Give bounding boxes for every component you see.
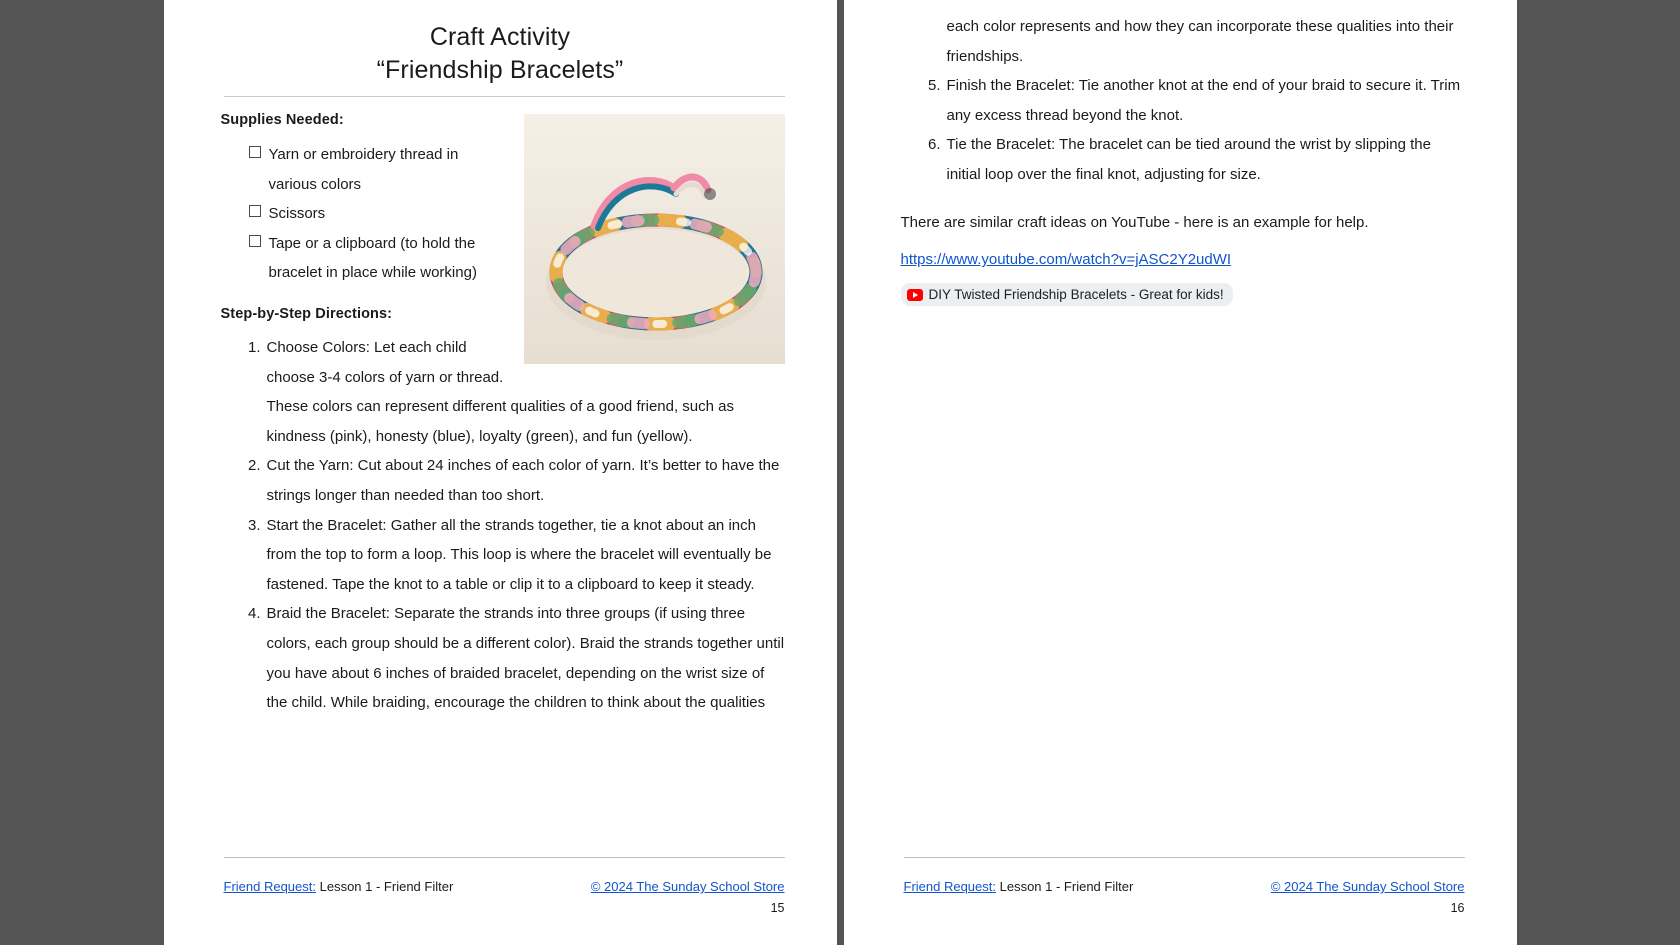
footer-lesson-info xyxy=(224,878,454,897)
footer-lesson-text: Lesson 1 - Friend Filter xyxy=(316,879,454,895)
checkbox-icon[interactable] xyxy=(249,146,261,158)
step-text: Choose Colors: Let each child choose 3-4 colors of yarn or thread. These colors can represent different qualities of a good friend, such as kindness (pink), honesty (blue), loyalty (green), and fun (yellow). xyxy=(266,338,734,445)
footer-lesson-info xyxy=(904,878,1134,897)
page-title-line-2: “Friendship Bracelets” xyxy=(376,56,624,85)
footer-series-link[interactable]: Friend Request: xyxy=(903,879,996,895)
page-title xyxy=(164,0,837,88)
youtube-video-chip[interactable] xyxy=(901,283,1233,307)
footer-copyright-block xyxy=(1271,878,1465,917)
list-item xyxy=(249,199,785,229)
page-footer xyxy=(904,857,1465,917)
step-text: Cut the Yarn: Cut about 24 inches of each color of yarn. It’s better to have the strings longer than needed than too short. xyxy=(266,457,780,504)
page-left[interactable] xyxy=(164,0,837,945)
directions-list-continued xyxy=(901,71,1465,189)
youtube-intro-paragraph: There are similar craft ideas on YouTube - here is an example for help. xyxy=(900,213,1369,231)
footer-copyright-link[interactable]: © 2024 The Sunday School Store xyxy=(1270,879,1465,895)
footer-copyright-block xyxy=(591,878,785,917)
list-item xyxy=(249,229,785,288)
supply-label: Tape or a clipboard (to hold the bracelet in place while working) xyxy=(268,234,477,282)
left-page-body xyxy=(221,112,785,718)
supplies-heading: Supplies Needed: xyxy=(220,112,344,128)
list-item xyxy=(929,130,1465,189)
continued-paragraph: each color represents and how they can incorporate these qualities into their friendships. xyxy=(946,18,1454,65)
footer-copyright-link[interactable]: © 2024 The Sunday School Store xyxy=(590,879,785,895)
page-footer xyxy=(224,857,785,917)
step-text: Finish the Bracelet: Tie another knot at the end of your braid to secure it. Trim any excess thread beyond the knot. xyxy=(946,77,1461,124)
footer-lesson-text: Lesson 1 - Friend Filter xyxy=(996,879,1134,895)
page-right[interactable] xyxy=(844,0,1517,945)
list-item xyxy=(249,451,785,510)
step-text: Tie the Bracelet: The bracelet can be tied around the wrist by slipping the initial loop over the final knot, adjusting for size. xyxy=(946,136,1431,183)
checkbox-icon[interactable] xyxy=(249,235,261,247)
right-page-body xyxy=(901,12,1465,306)
page-number: 15 xyxy=(770,900,785,915)
supplies-list xyxy=(221,140,785,288)
directions-list xyxy=(221,333,785,718)
step-text: Start the Bracelet: Gather all the strands together, tie a knot about an inch from the top to form a loop. This loop is where the bracelet will eventually be fastened. Tape the knot to a table or clip it to a clipboard to keep it steady. xyxy=(266,516,772,593)
directions-heading: Step-by-Step Directions: xyxy=(220,305,393,322)
youtube-video-title: DIY Twisted Friendship Bracelets - Great for kids! xyxy=(928,286,1224,302)
list-item xyxy=(249,511,785,600)
list-item xyxy=(249,333,785,451)
supply-label: Yarn or embroidery thread in various colors xyxy=(268,146,459,193)
checkbox-icon[interactable] xyxy=(249,205,261,217)
youtube-play-icon xyxy=(907,289,923,301)
list-item xyxy=(249,599,785,717)
youtube-url-link[interactable]: https://www.youtube.com/watch?v=jASC2Y2udWI xyxy=(900,251,1232,269)
page-spread xyxy=(164,0,1517,945)
footer-series-link[interactable]: Friend Request: xyxy=(223,879,316,895)
page-title-line-1: Craft Activity xyxy=(429,23,571,51)
list-item xyxy=(929,71,1465,130)
supply-label: Scissors xyxy=(268,205,326,223)
page-number: 16 xyxy=(1450,900,1465,915)
step-text: Braid the Bracelet: Separate the strands into three groups (if using three colors, each group should be a different color). Braid the strands together until you have about 6 inches of braided bracelet, depending on the wrist size of the child. While braiding, encourage the children to think about the qualities xyxy=(266,605,785,712)
footer-divider xyxy=(904,857,1465,858)
list-item xyxy=(249,140,785,199)
header-divider xyxy=(224,96,785,97)
footer-divider xyxy=(224,857,785,858)
